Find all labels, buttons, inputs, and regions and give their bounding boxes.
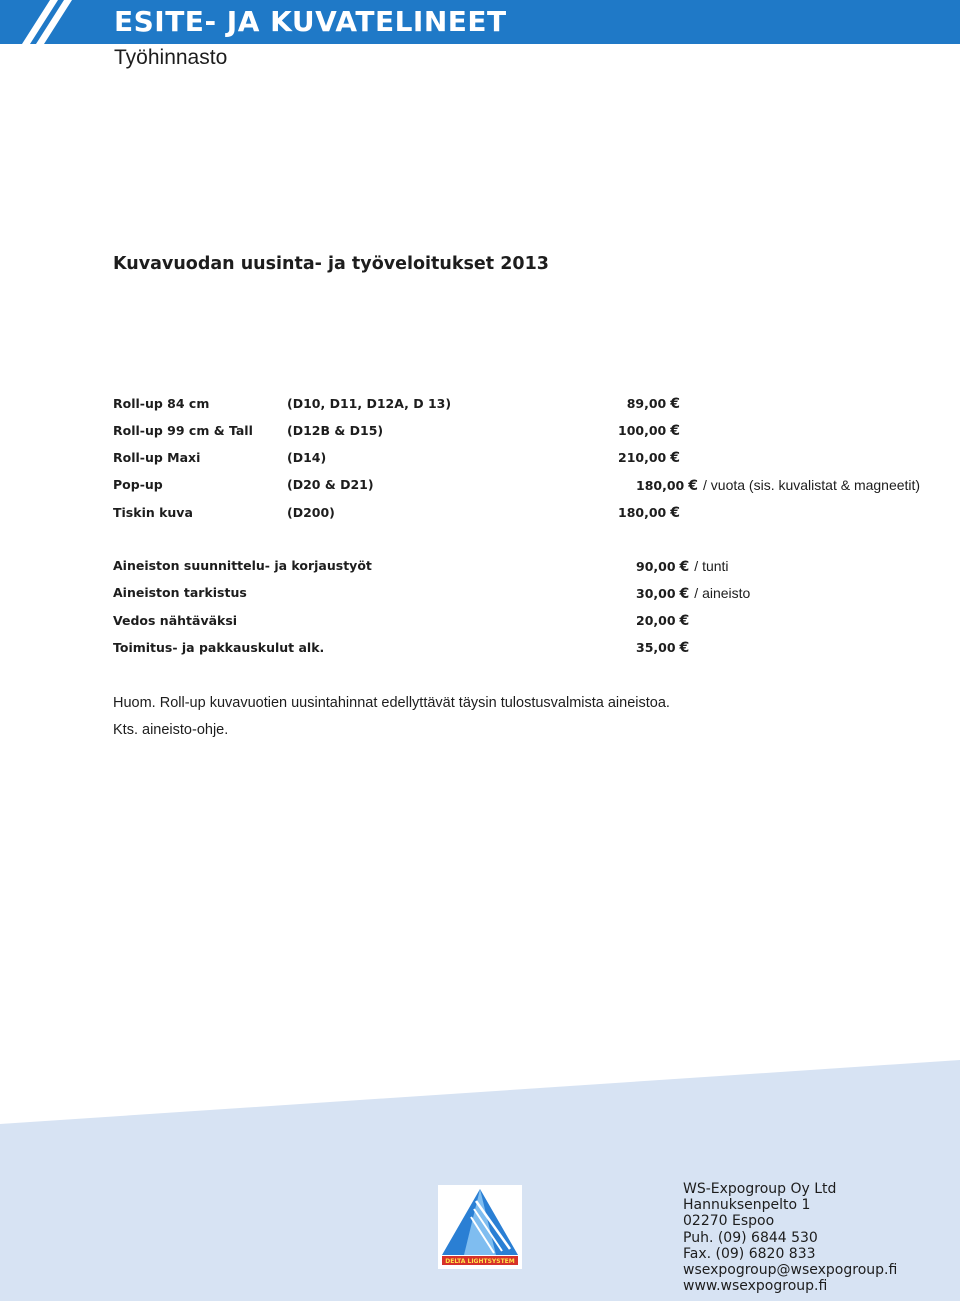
table-row — [0, 558, 960, 578]
service-price: 20,00 € — [636, 613, 690, 629]
product-name: Pop-up — [113, 477, 163, 492]
service-price: 30,00 € / aineisto — [636, 585, 751, 602]
street-address: Hannuksenpelto 1 — [683, 1197, 811, 1214]
note-line: Kts. aineisto-ohje. — [113, 722, 229, 738]
table-row — [0, 505, 960, 525]
table-row — [0, 450, 960, 470]
table-row — [0, 640, 960, 660]
stripes-decoration-icon — [0, 0, 100, 44]
delta-lightsystem-logo-icon — [438, 1185, 522, 1269]
page-title: ESITE- JA KUVATELINEET — [114, 5, 507, 38]
contact-info — [683, 1181, 897, 1294]
website-link[interactable]: www.wsexpogroup.fi — [683, 1278, 828, 1295]
service-price: 90,00 € / tunti — [636, 558, 729, 575]
table-row — [0, 423, 960, 443]
product-code: (D200) — [287, 505, 335, 520]
product-price: 100,00 € — [618, 423, 680, 439]
product-code: (D14) — [287, 450, 327, 465]
note-line: Huom. Roll-up kuvavuotien uusintahinnat edellyttävät täysin tulostusvalmista aineistoa. — [113, 695, 670, 711]
page-subtitle: Työhinnasto — [114, 46, 228, 69]
fax-number: Fax. (09) 6820 833 — [683, 1245, 816, 1262]
table-row — [0, 477, 960, 497]
product-code: (D12B & D15) — [287, 423, 384, 438]
header-bar — [0, 0, 960, 44]
product-code: (D10, D11, D12A, D 13) — [287, 396, 452, 411]
email-link[interactable]: wsexpogroup@wsexpogroup.fi — [683, 1262, 898, 1279]
product-price: 180,00 € / vuota (sis. kuvalistat & magneetit) — [636, 477, 921, 494]
product-name: Tiskin kuva — [113, 505, 193, 520]
product-price: 89,00 € — [626, 396, 680, 412]
price-note: / aineisto — [694, 585, 751, 601]
price-note: / vuota (sis. kuvalistat & magneetit) — [703, 477, 921, 493]
table-row — [0, 613, 960, 633]
service-price: 35,00 € — [636, 640, 690, 656]
service-name: Vedos nähtäväksi — [113, 613, 238, 628]
section-heading: Kuvavuodan uusinta- ja työveloitukset 2013 — [113, 254, 549, 274]
phone-number: Puh. (09) 6844 530 — [683, 1229, 818, 1246]
price-note: / tunti — [694, 558, 729, 574]
product-name: Roll-up Maxi — [113, 450, 201, 465]
service-name: Aineiston suunnittelu- ja korjaustyöt — [113, 558, 372, 573]
svg-text:DELTA LIGHTSYSTEM: DELTA LIGHTSYSTEM — [445, 1258, 515, 1266]
product-price: 210,00 € — [618, 450, 680, 466]
table-row — [0, 585, 960, 605]
product-price: 180,00 € — [618, 505, 680, 521]
postal-address: 02270 Espoo — [683, 1213, 775, 1230]
product-name: Roll-up 84 cm — [113, 396, 210, 411]
service-name: Toimitus- ja pakkauskulut alk. — [113, 640, 325, 655]
company-name: WS-Expogroup Oy Ltd — [683, 1181, 837, 1197]
service-name: Aineiston tarkistus — [113, 585, 247, 600]
product-name: Roll-up 99 cm & Tall — [113, 423, 253, 438]
product-code: (D20 & D21) — [287, 477, 374, 492]
table-row — [0, 396, 960, 416]
company-logo — [438, 1185, 522, 1269]
